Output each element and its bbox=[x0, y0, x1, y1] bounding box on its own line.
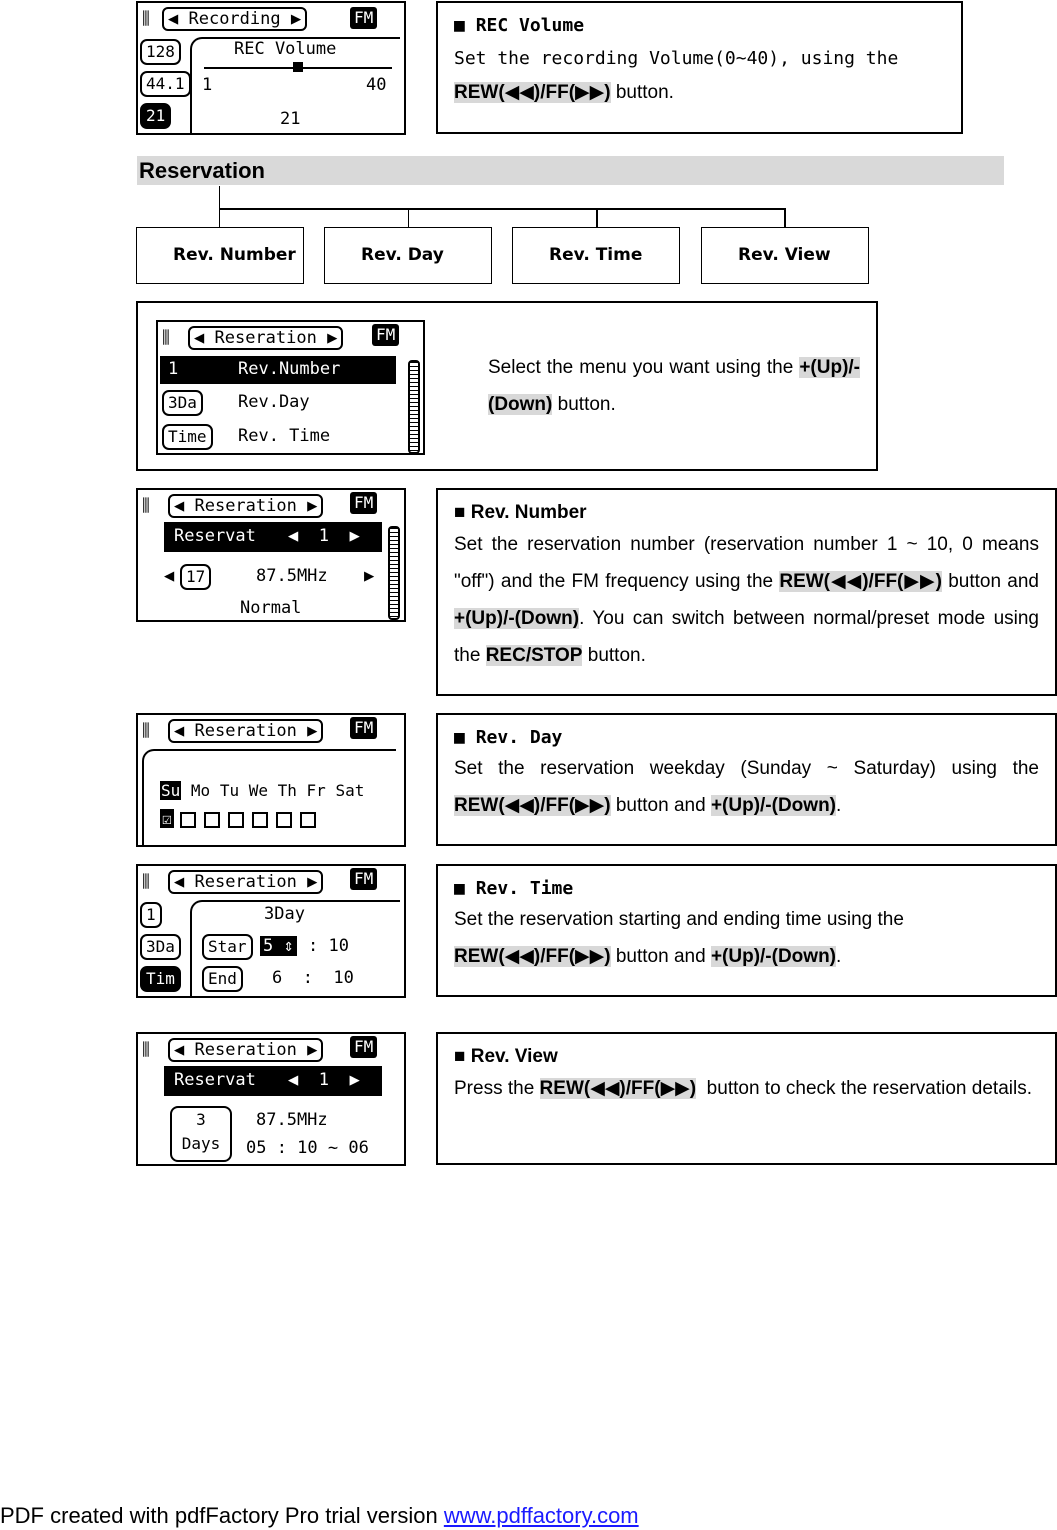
menu-pill: 3Da bbox=[140, 934, 181, 960]
left-arrow-icon: ◀ bbox=[164, 566, 175, 586]
tree-line bbox=[784, 208, 786, 228]
fm-badge: FM bbox=[350, 492, 377, 514]
frequency: 87.5MHz bbox=[256, 1110, 328, 1130]
fm-badge: FM bbox=[350, 7, 377, 29]
end-pill: End bbox=[202, 966, 243, 992]
footer-link[interactable]: www.pdffactory.com bbox=[443, 1503, 639, 1528]
mode-label: Normal bbox=[240, 598, 302, 618]
tab-rev-view: Rev. View bbox=[701, 227, 869, 284]
menu-row-pill: Time bbox=[162, 424, 213, 450]
rev-number-title: ■ Rev. Number bbox=[454, 502, 587, 523]
end-time: 6 : 10 bbox=[272, 968, 354, 988]
tab-rev-day: Rev. Day bbox=[324, 227, 492, 284]
weekday-label: We bbox=[248, 781, 268, 800]
checkbox-icon bbox=[300, 812, 316, 828]
rev-time-title: ■ Rev. Time bbox=[454, 878, 574, 899]
up-down-button-label: +(Up)/-(Down) bbox=[454, 608, 580, 629]
volume-pill: 21 bbox=[140, 103, 171, 129]
start-minute: : 10 bbox=[308, 936, 349, 956]
rec-volume-line2: REW(◀◀)/FF(▶▶) button. bbox=[454, 82, 674, 103]
tab-rev-number: Rev. Number bbox=[136, 227, 304, 284]
fm-badge: FM bbox=[350, 868, 377, 890]
up-down-button-label: +(Up)/-(Down) bbox=[488, 357, 860, 415]
rev-time-description bbox=[436, 864, 1057, 997]
rev-number-lcd-image bbox=[136, 488, 406, 622]
rec-volume-lcd-image bbox=[136, 1, 406, 135]
time-range: 05 : 10 ~ 06 bbox=[246, 1138, 369, 1158]
rev-day-text: Set the reservation weekday (Sunday ~ Saturday) using the REW(◀◀)/FF(▶▶) button and +(Up)/-(Down). bbox=[454, 758, 1039, 816]
start-pill: Star bbox=[202, 934, 253, 960]
menu-pill: Tim bbox=[140, 966, 181, 992]
rec-stop-button-label: REC/STOP bbox=[485, 645, 583, 666]
menu-row-pill: 1 bbox=[168, 359, 179, 379]
preset-pill: 17 bbox=[180, 564, 211, 590]
checkbox-icon bbox=[276, 812, 292, 828]
battery-icon: ⫼ bbox=[142, 721, 150, 741]
right-arrow-icon: ▶ bbox=[364, 566, 375, 586]
lcd-menu-title: ◀ Reseration ▶ bbox=[168, 1038, 323, 1062]
menu-lcd-image bbox=[156, 320, 425, 455]
rev-day-description bbox=[436, 713, 1057, 846]
weekday-label: Th bbox=[277, 781, 297, 800]
scrollbar bbox=[388, 526, 400, 620]
rew-ff-button-label: REW(◀◀)/FF(▶▶) bbox=[779, 571, 942, 592]
reservation-bar-label: Reservat bbox=[174, 1070, 256, 1090]
weekday-label: Mo bbox=[190, 781, 211, 800]
rec-volume-heading: REC Volume bbox=[234, 39, 337, 59]
scrollbar bbox=[408, 360, 420, 454]
start-hour: 5 ⇕ bbox=[260, 936, 297, 956]
rev-time-text: Set the reservation starting and ending time using the REW(◀◀)/FF(▶▶) button and +(Up)/-(Down). bbox=[454, 909, 904, 967]
tree-line bbox=[219, 208, 786, 210]
rew-ff-button-label: REW(◀◀)/FF(▶▶) bbox=[454, 82, 611, 103]
menu-row-label: Rev.Day bbox=[238, 392, 310, 412]
weekday-label: Tu bbox=[219, 781, 240, 800]
checkbox-icon bbox=[252, 812, 268, 828]
fm-badge: FM bbox=[350, 717, 377, 739]
volume-slider-thumb bbox=[293, 62, 303, 72]
lcd-menu-title: ◀ Reseration ▶ bbox=[188, 326, 343, 350]
battery-icon: ⫼ bbox=[142, 496, 150, 516]
lcd-menu-title: ◀ Reseration ▶ bbox=[168, 719, 323, 743]
up-down-button-label: +(Up)/-(Down) bbox=[710, 795, 837, 816]
checkbox-icon bbox=[204, 812, 220, 828]
samplerate-pill: 44.1 bbox=[140, 71, 191, 97]
reservation-bar-label: Reservat bbox=[174, 526, 256, 546]
battery-icon: ⫼ bbox=[162, 328, 170, 348]
menu-select-text: Select the menu you want using the +(Up)/-(Down) button. bbox=[488, 357, 860, 415]
section-title: Reservation bbox=[139, 158, 265, 183]
rec-volume-line1: Set the recording Volume(0~40), using the bbox=[454, 48, 899, 69]
footer-text: PDF created with pdfFactory Pro trial version bbox=[0, 1503, 444, 1528]
rev-time-lcd-image bbox=[136, 864, 406, 998]
volume-min: 1 bbox=[202, 75, 213, 95]
rec-volume-description bbox=[436, 1, 963, 134]
tab-rev-time: Rev. Time bbox=[512, 227, 680, 284]
frequency: 87.5MHz bbox=[256, 566, 328, 586]
rew-ff-button-label: REW(◀◀)/FF(▶▶) bbox=[454, 946, 611, 967]
lcd-menu-title: ◀ Reseration ▶ bbox=[168, 494, 323, 518]
checkbox-icon bbox=[228, 812, 244, 828]
weekday-checkboxes bbox=[160, 809, 324, 828]
pdf-footer bbox=[0, 1503, 639, 1529]
tree-line bbox=[596, 208, 598, 228]
section-banner bbox=[137, 156, 1004, 185]
menu-row-pill: 3Da bbox=[162, 390, 203, 416]
fm-badge: FM bbox=[350, 1036, 377, 1058]
rev-view-lcd-image bbox=[136, 1032, 406, 1166]
rev-view-title: ■ Rev. View bbox=[454, 1046, 558, 1067]
days-pill: 3 Days bbox=[170, 1106, 232, 1162]
weekday-label: Fr bbox=[306, 781, 326, 800]
weekday-row bbox=[160, 781, 364, 800]
rev-view-description bbox=[436, 1032, 1057, 1165]
weekday-label: Su bbox=[161, 781, 181, 800]
battery-icon: ⫼ bbox=[142, 872, 150, 892]
up-down-button-label: +(Up)/-(Down) bbox=[710, 946, 837, 967]
lcd-menu-title: ◀ Reseration ▶ bbox=[168, 870, 323, 894]
volume-value: 21 bbox=[280, 109, 301, 129]
battery-icon: ⫼ bbox=[142, 1040, 150, 1060]
rev-number-text: Set the reservation number (reservation number 1 ~ 10, 0 means "off") and the FM frequency using the REW(◀◀)/FF(▶▶) button and +(Up)/-(Down). You can switch between normal/preset mode using the REC/STOP button. bbox=[454, 534, 1039, 666]
battery-icon: ⫼ bbox=[142, 9, 150, 29]
weekday-label: Sat bbox=[335, 781, 365, 800]
menu-row-label: Rev.Number bbox=[238, 359, 341, 379]
lcd-menu-title: ◀ Recording ▶ bbox=[162, 7, 307, 31]
rew-ff-button-label: REW(◀◀)/FF(▶▶) bbox=[454, 795, 611, 816]
tree-line bbox=[219, 186, 220, 228]
bitrate-pill: 128 bbox=[140, 39, 181, 65]
reservation-bar-value: ◀ 1 ▶ bbox=[288, 526, 360, 546]
tree-line bbox=[408, 208, 409, 228]
menu-pill: 1 bbox=[140, 902, 162, 928]
rev-day-lcd-image bbox=[136, 713, 406, 847]
rev-day-title: ■ Rev. Day bbox=[454, 727, 563, 748]
day-label: 3Day bbox=[264, 904, 305, 924]
checkbox-icon bbox=[180, 812, 196, 828]
volume-max: 40 bbox=[366, 75, 387, 95]
fm-badge: FM bbox=[372, 324, 399, 346]
reservation-bar-value: ◀ 1 ▶ bbox=[288, 1070, 360, 1090]
menu-row-label: Rev. Time bbox=[238, 426, 331, 446]
rec-volume-title: ■ REC Volume bbox=[454, 15, 585, 36]
rev-number-description bbox=[436, 488, 1057, 696]
rev-view-text: Press the REW(◀◀)/FF(▶▶) button to check the reservation details. bbox=[454, 1078, 1032, 1099]
rew-ff-button-label: REW(◀◀)/FF(▶▶) bbox=[539, 1078, 697, 1099]
checkbox-checked-icon: ☑ bbox=[162, 809, 172, 828]
menu-select-panel bbox=[136, 301, 878, 471]
